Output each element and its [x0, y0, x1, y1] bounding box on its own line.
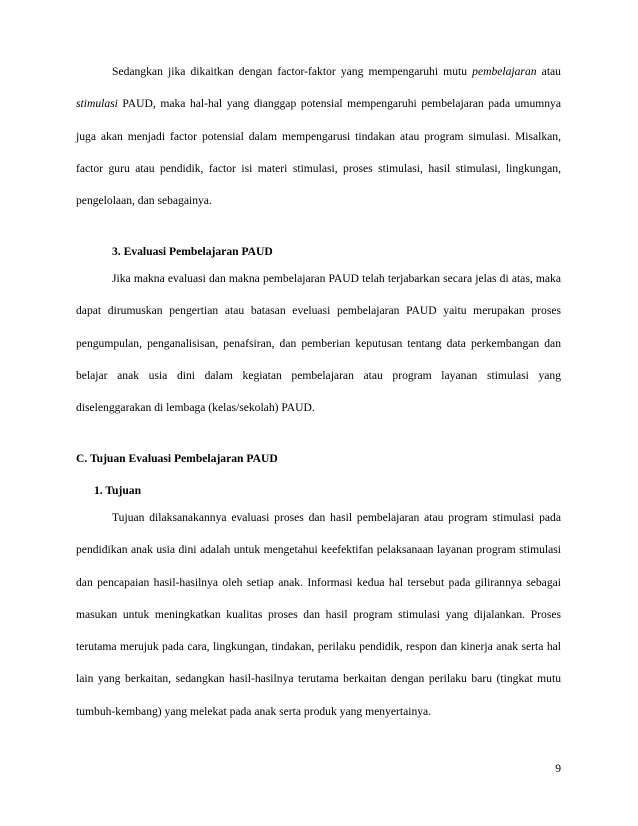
paragraph-factors-text-3: PAUD, maka hal-hal yang dianggap potensial mempengaruhi pembelajaran pada umumnya juga akan menjadi factor potensial dalam mempengarusi tindakan atau program simulasi. Misalkan, factor guru atau pendidik, factor isi materi stimulasi, proses stimulasi, hasil stimulasi, lingkungan, pengelolaan, dan sebagainya.	[76, 97, 561, 208]
italic-stimulasi: stimulasi	[76, 97, 118, 111]
paragraph-factors-text-2: atau	[536, 65, 561, 78]
paragraph-factors-text-1: Sedangkan jika dikaitkan dengan factor-faktor yang mempengaruhi mutu	[112, 65, 473, 78]
heading-evaluasi-pembelajaran: 3. Evaluasi Pembelajaran PAUD	[112, 245, 273, 258]
paragraph-factors	[76, 56, 561, 217]
paragraph-tujuan: Tujuan dilaksanakannya evaluasi proses dan hasil pembelajaran atau program stimulasi pada pendidikan anak usia dini adalah untuk mengetahui keefektifan pelaksanaan layanan program stimulasi dan pencapaian hasil-hasilnya oleh setiap anak. Informasi kedua hal tersebut pada gilirannya sebagai masukan untuk meningkatkan kualitas proses dan hasil program stimulasi yang dijalankan. Proses terutama merujuk pada cara, lingkungan, tindakan, perilaku pendidik, respon dan kinerja anak serta hal lain yang berkaitan, sedangkan hasil-hasilnya terutama berkaitan dengan perilaku baru (tingkat mutu tumbuh-kembang) yang melekat pada anak serta produk yang menyertainya.	[76, 511, 561, 718]
paragraph-evaluasi-definition: Jika makna evaluasi dan makna pembelajaran PAUD telah terjabarkan secara jelas di atas, maka dapat dirumuskan pengertian atau batasan eveluasi pembelajaran PAUD yaitu merupakan proses pengumpulan, penganalisisan, penafsiran, dan pemberian keputusan tentang data perkembangan dan belajar anak usia dini dalam kegiatan pembelajaran atau program layanan stimulasi yang diselenggarakan di lembaga (kelas/sekolah) PAUD.	[76, 272, 561, 415]
heading-tujuan-evaluasi: C. Tujuan Evaluasi Pembelajaran PAUD	[76, 452, 278, 465]
heading-tujuan: 1. Tujuan	[94, 484, 142, 497]
page-number: 9	[555, 762, 561, 775]
italic-pembelajaran: pembelajaran	[472, 65, 537, 78]
